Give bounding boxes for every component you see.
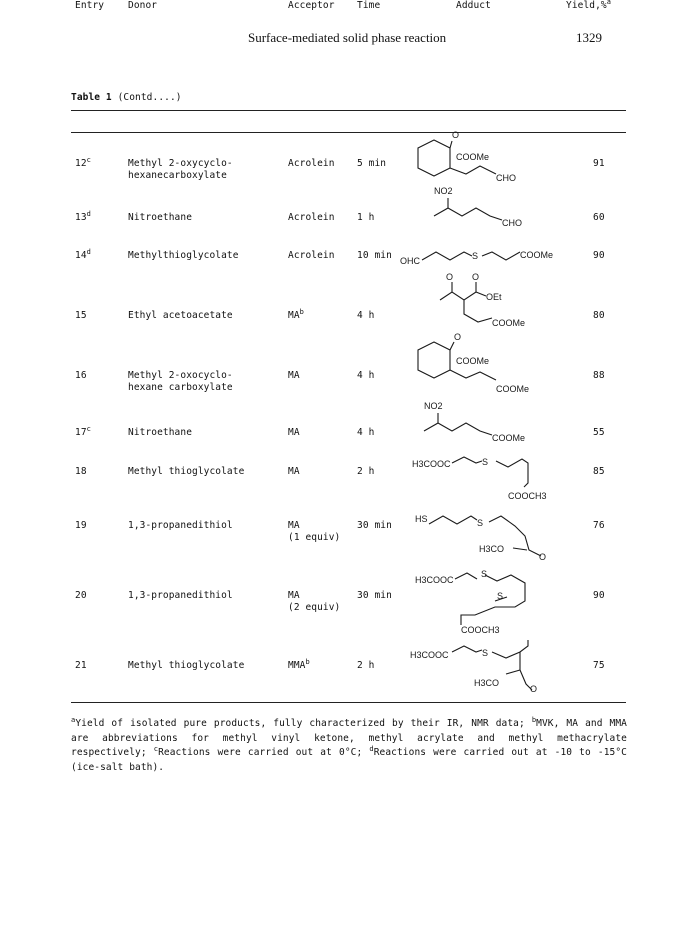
structure-label: H3COOC	[412, 459, 451, 469]
structure-bond	[434, 198, 448, 216]
header-donor: Donor	[128, 0, 158, 11]
donor-name-text: Methyl thioglycolate	[128, 466, 245, 477]
acceptor-name-text: MA	[288, 310, 300, 321]
reaction-time	[357, 427, 374, 439]
structure-label: H3COOC	[410, 650, 449, 660]
structure-bond	[492, 640, 528, 658]
acceptor-name-text: MA	[288, 370, 300, 381]
structure-bond	[450, 141, 452, 148]
structure-label: COOMe	[496, 384, 530, 394]
acceptor-name-text: MA	[288, 590, 300, 601]
yield-value-text: 85	[593, 466, 605, 477]
structure-label: S	[481, 569, 488, 579]
entry-number-text: 17	[75, 427, 87, 438]
structure-label: S	[497, 591, 504, 601]
yield-value	[593, 370, 605, 382]
yield-value-text: 90	[593, 250, 605, 261]
yield-value-text: 80	[593, 310, 605, 321]
reaction-time-text: 5 min	[357, 158, 387, 169]
structure-bond	[440, 292, 486, 300]
structure-label: O	[539, 552, 547, 562]
reaction-time	[357, 212, 374, 224]
adduct-structure	[415, 512, 565, 568]
structure-label: HS	[415, 514, 428, 524]
structure-bond	[429, 516, 477, 524]
entry-number-footnote-mark: d	[86, 209, 91, 218]
footnote-b-text: MVK, MA and MMA are abbreviations for methyl vinyl ketone, methyl acrylate and methyl methacrylate respectively;	[71, 718, 627, 758]
structure-label: H3CO	[474, 678, 500, 688]
acceptor-name-text: Acrolein	[288, 212, 335, 223]
structure-label: O	[530, 684, 538, 694]
donor-name-text: 1,3-propanedithiol	[128, 520, 233, 531]
yield-value-text: 60	[593, 212, 605, 223]
donor-name	[128, 158, 233, 182]
entry-number	[75, 590, 87, 602]
structure-bond	[506, 670, 520, 674]
entry-number	[75, 466, 87, 478]
reaction-time	[357, 370, 374, 382]
entry-number	[75, 247, 91, 262]
structure-bond	[422, 252, 472, 260]
adduct-structure	[410, 640, 560, 705]
footnote-c-mark: c	[153, 744, 159, 753]
table-caption	[71, 92, 182, 103]
acceptor-name	[288, 212, 335, 224]
acceptor-name	[288, 307, 304, 322]
yield-value-text: 55	[593, 427, 605, 438]
structure-label: O	[452, 130, 460, 140]
yield-value-text: 76	[593, 520, 605, 531]
footnote-a-mark: a	[71, 715, 76, 724]
reaction-time-text: 30 min	[357, 590, 392, 601]
adduct-structure	[408, 332, 538, 400]
structure-label: H3COOC	[415, 575, 454, 585]
donor-name	[128, 310, 233, 322]
running-head-title: Surface-mediated solid phase reaction	[248, 30, 447, 45]
acceptor-name	[288, 520, 340, 544]
structure-label: O	[446, 272, 454, 282]
donor-name-text: Methyl 2-oxycyclo- hexanecarboxylate	[128, 158, 233, 181]
table-footnotes	[71, 717, 627, 775]
donor-name	[128, 660, 244, 672]
entry-number	[75, 520, 87, 532]
entry-number-text: 12	[75, 158, 87, 169]
page-number: 1329	[576, 30, 602, 45]
structure-bond	[450, 166, 496, 174]
structure-label: S	[477, 518, 484, 528]
acceptor-name-text: Acrolein	[288, 250, 335, 261]
header-yield	[566, 0, 611, 12]
adduct-structure	[410, 401, 526, 451]
structure-label: NO2	[434, 186, 453, 196]
entry-number	[75, 155, 91, 170]
reaction-time	[357, 520, 392, 532]
footnote-d-text: Reactions were carried out at -10 to -15°C (ice-salt bath).	[71, 747, 627, 773]
structure-label: COOCH3	[461, 625, 500, 635]
reaction-time	[357, 250, 392, 262]
entry-number	[75, 660, 87, 672]
reaction-time-text: 2 h	[357, 660, 375, 671]
structure-bond	[450, 370, 496, 380]
adduct-structure	[420, 270, 530, 334]
structure-label: O	[454, 332, 462, 342]
yield-value	[593, 427, 605, 439]
acceptor-name-text: MA	[288, 427, 300, 438]
structure-bond	[448, 208, 502, 220]
donor-name	[128, 590, 233, 602]
structure-label: S	[472, 251, 479, 261]
yield-value	[593, 660, 605, 672]
reaction-time-text: 10 min	[357, 250, 392, 261]
acceptor-name-text: MA	[288, 520, 300, 531]
acceptor-name-text: MMA	[288, 660, 306, 671]
structure-bond	[418, 140, 450, 176]
structure-bond	[452, 457, 482, 463]
table-header-rule	[71, 132, 626, 133]
yield-value	[593, 590, 605, 602]
acceptor-name-text: Acrolein	[288, 158, 335, 169]
reaction-time-text: 2 h	[357, 466, 375, 477]
entry-number-text: 18	[75, 466, 87, 477]
footnote-d-mark: d	[369, 744, 374, 753]
reaction-time	[357, 310, 374, 322]
entry-number-text: 19	[75, 520, 87, 531]
adduct-structure	[412, 455, 547, 505]
structure-label: O	[472, 272, 480, 282]
footnote-c-text: Reactions were carried out at 0°C;	[158, 747, 363, 758]
structure-bond	[452, 646, 482, 652]
donor-name	[128, 466, 244, 478]
yield-value	[593, 466, 605, 478]
donor-name-text: Ethyl acetoacetate	[128, 310, 233, 321]
structure-label: COOCH3	[508, 491, 547, 501]
footnote-b-mark: b	[531, 715, 537, 724]
reaction-time	[357, 590, 392, 602]
entry-number	[75, 209, 91, 224]
acceptor-name-note: (1 equiv)	[288, 532, 341, 543]
donor-name-text: 1,3-propanedithiol	[128, 590, 233, 601]
structure-bond	[418, 342, 450, 378]
structure-bond	[482, 252, 520, 260]
entry-number-text: 15	[75, 310, 87, 321]
yield-value	[593, 310, 605, 322]
structure-bond	[455, 573, 477, 579]
structure-label: NO2	[424, 401, 443, 411]
structure-bond	[461, 575, 525, 625]
structure-label: COOMe	[520, 250, 554, 260]
reaction-time-text: 30 min	[357, 520, 392, 531]
entry-number	[75, 424, 91, 439]
entry-number	[75, 370, 87, 382]
footnote-a-text: Yield of isolated pure products, fully characterized by their IR, NMR data;	[75, 718, 525, 729]
structure-label: S	[482, 457, 489, 467]
table-caption-label: Table 1	[71, 92, 112, 103]
header-acceptor: Acceptor	[288, 0, 335, 11]
acceptor-name	[288, 370, 300, 382]
table-top-rule	[71, 110, 626, 111]
acceptor-name	[288, 590, 340, 614]
reaction-time-text: 4 h	[357, 370, 375, 381]
entry-number-text: 13	[75, 212, 87, 223]
donor-name-text: Methyl 2-oxocyclo- hexane carboxylate	[128, 370, 233, 393]
acceptor-name	[288, 158, 335, 170]
structure-label: COOMe	[492, 318, 526, 328]
acceptor-name	[288, 427, 300, 439]
entry-number-text: 14	[75, 250, 87, 261]
structure-label: CHO	[502, 218, 522, 228]
structure-label: S	[482, 648, 489, 658]
reaction-time-text: 4 h	[357, 310, 375, 321]
yield-value-text: 90	[593, 590, 605, 601]
reaction-time-text: 1 h	[357, 212, 375, 223]
donor-name-text: Nitroethane	[128, 212, 193, 223]
structure-bond	[513, 548, 527, 550]
reaction-time-text: 4 h	[357, 427, 375, 438]
acceptor-name	[288, 250, 335, 262]
entry-number-footnote-mark: d	[86, 247, 91, 256]
donor-name	[128, 212, 192, 224]
entry-number-footnote-mark: c	[86, 424, 91, 433]
donor-name-text: Methyl thioglycolate	[128, 660, 245, 671]
acceptor-name-footnote-mark: b	[299, 307, 304, 316]
entry-number-text: 21	[75, 660, 87, 671]
yield-value-text: 75	[593, 660, 605, 671]
reaction-time	[357, 466, 374, 478]
acceptor-name-footnote-mark: b	[305, 657, 310, 666]
structure-label: CHO	[496, 173, 516, 183]
header-yield-label: Yield,%	[566, 0, 607, 11]
structure-label: COOMe	[456, 356, 490, 366]
acceptor-name	[288, 657, 310, 672]
header-time: Time	[357, 0, 381, 11]
donor-name-text: Methylthioglycolate	[128, 250, 239, 261]
reaction-time	[357, 158, 386, 170]
acceptor-name	[288, 466, 300, 478]
donor-name	[128, 427, 192, 439]
yield-value-text: 91	[593, 158, 605, 169]
structure-bond	[450, 342, 454, 350]
structure-bond	[424, 413, 438, 431]
adduct-structure	[420, 188, 520, 234]
header-adduct: Adduct	[456, 0, 491, 11]
yield-value	[593, 158, 605, 170]
header-yield-note: a	[606, 0, 612, 6]
entry-number-text: 16	[75, 370, 87, 381]
donor-name	[128, 520, 233, 532]
yield-value	[593, 212, 605, 224]
structure-label: COOMe	[456, 152, 490, 162]
table-caption-continued: (Contd....)	[117, 92, 182, 103]
adduct-structure	[408, 130, 538, 195]
yield-value-text: 88	[593, 370, 605, 381]
structure-label: H3CO	[479, 544, 505, 554]
yield-value	[593, 250, 605, 262]
acceptor-name-text: MA	[288, 466, 300, 477]
structure-label: COOMe	[492, 433, 526, 443]
donor-name-text: Nitroethane	[128, 427, 193, 438]
structure-bond	[464, 300, 492, 322]
donor-name	[128, 250, 239, 262]
acceptor-name-note: (2 equiv)	[288, 602, 341, 613]
donor-name	[128, 370, 233, 394]
structure-bond	[496, 459, 528, 487]
entry-number-footnote-mark: c	[86, 155, 91, 164]
yield-value	[593, 520, 605, 532]
structure-label: OHC	[400, 256, 420, 266]
adduct-structure	[400, 240, 560, 270]
entry-number	[75, 310, 87, 322]
structure-label: OEt	[486, 292, 502, 302]
adduct-structure	[415, 567, 565, 637]
reaction-time	[357, 660, 374, 672]
header-entry: Entry	[75, 0, 105, 11]
entry-number-text: 20	[75, 590, 87, 601]
structure-bond	[438, 423, 492, 435]
